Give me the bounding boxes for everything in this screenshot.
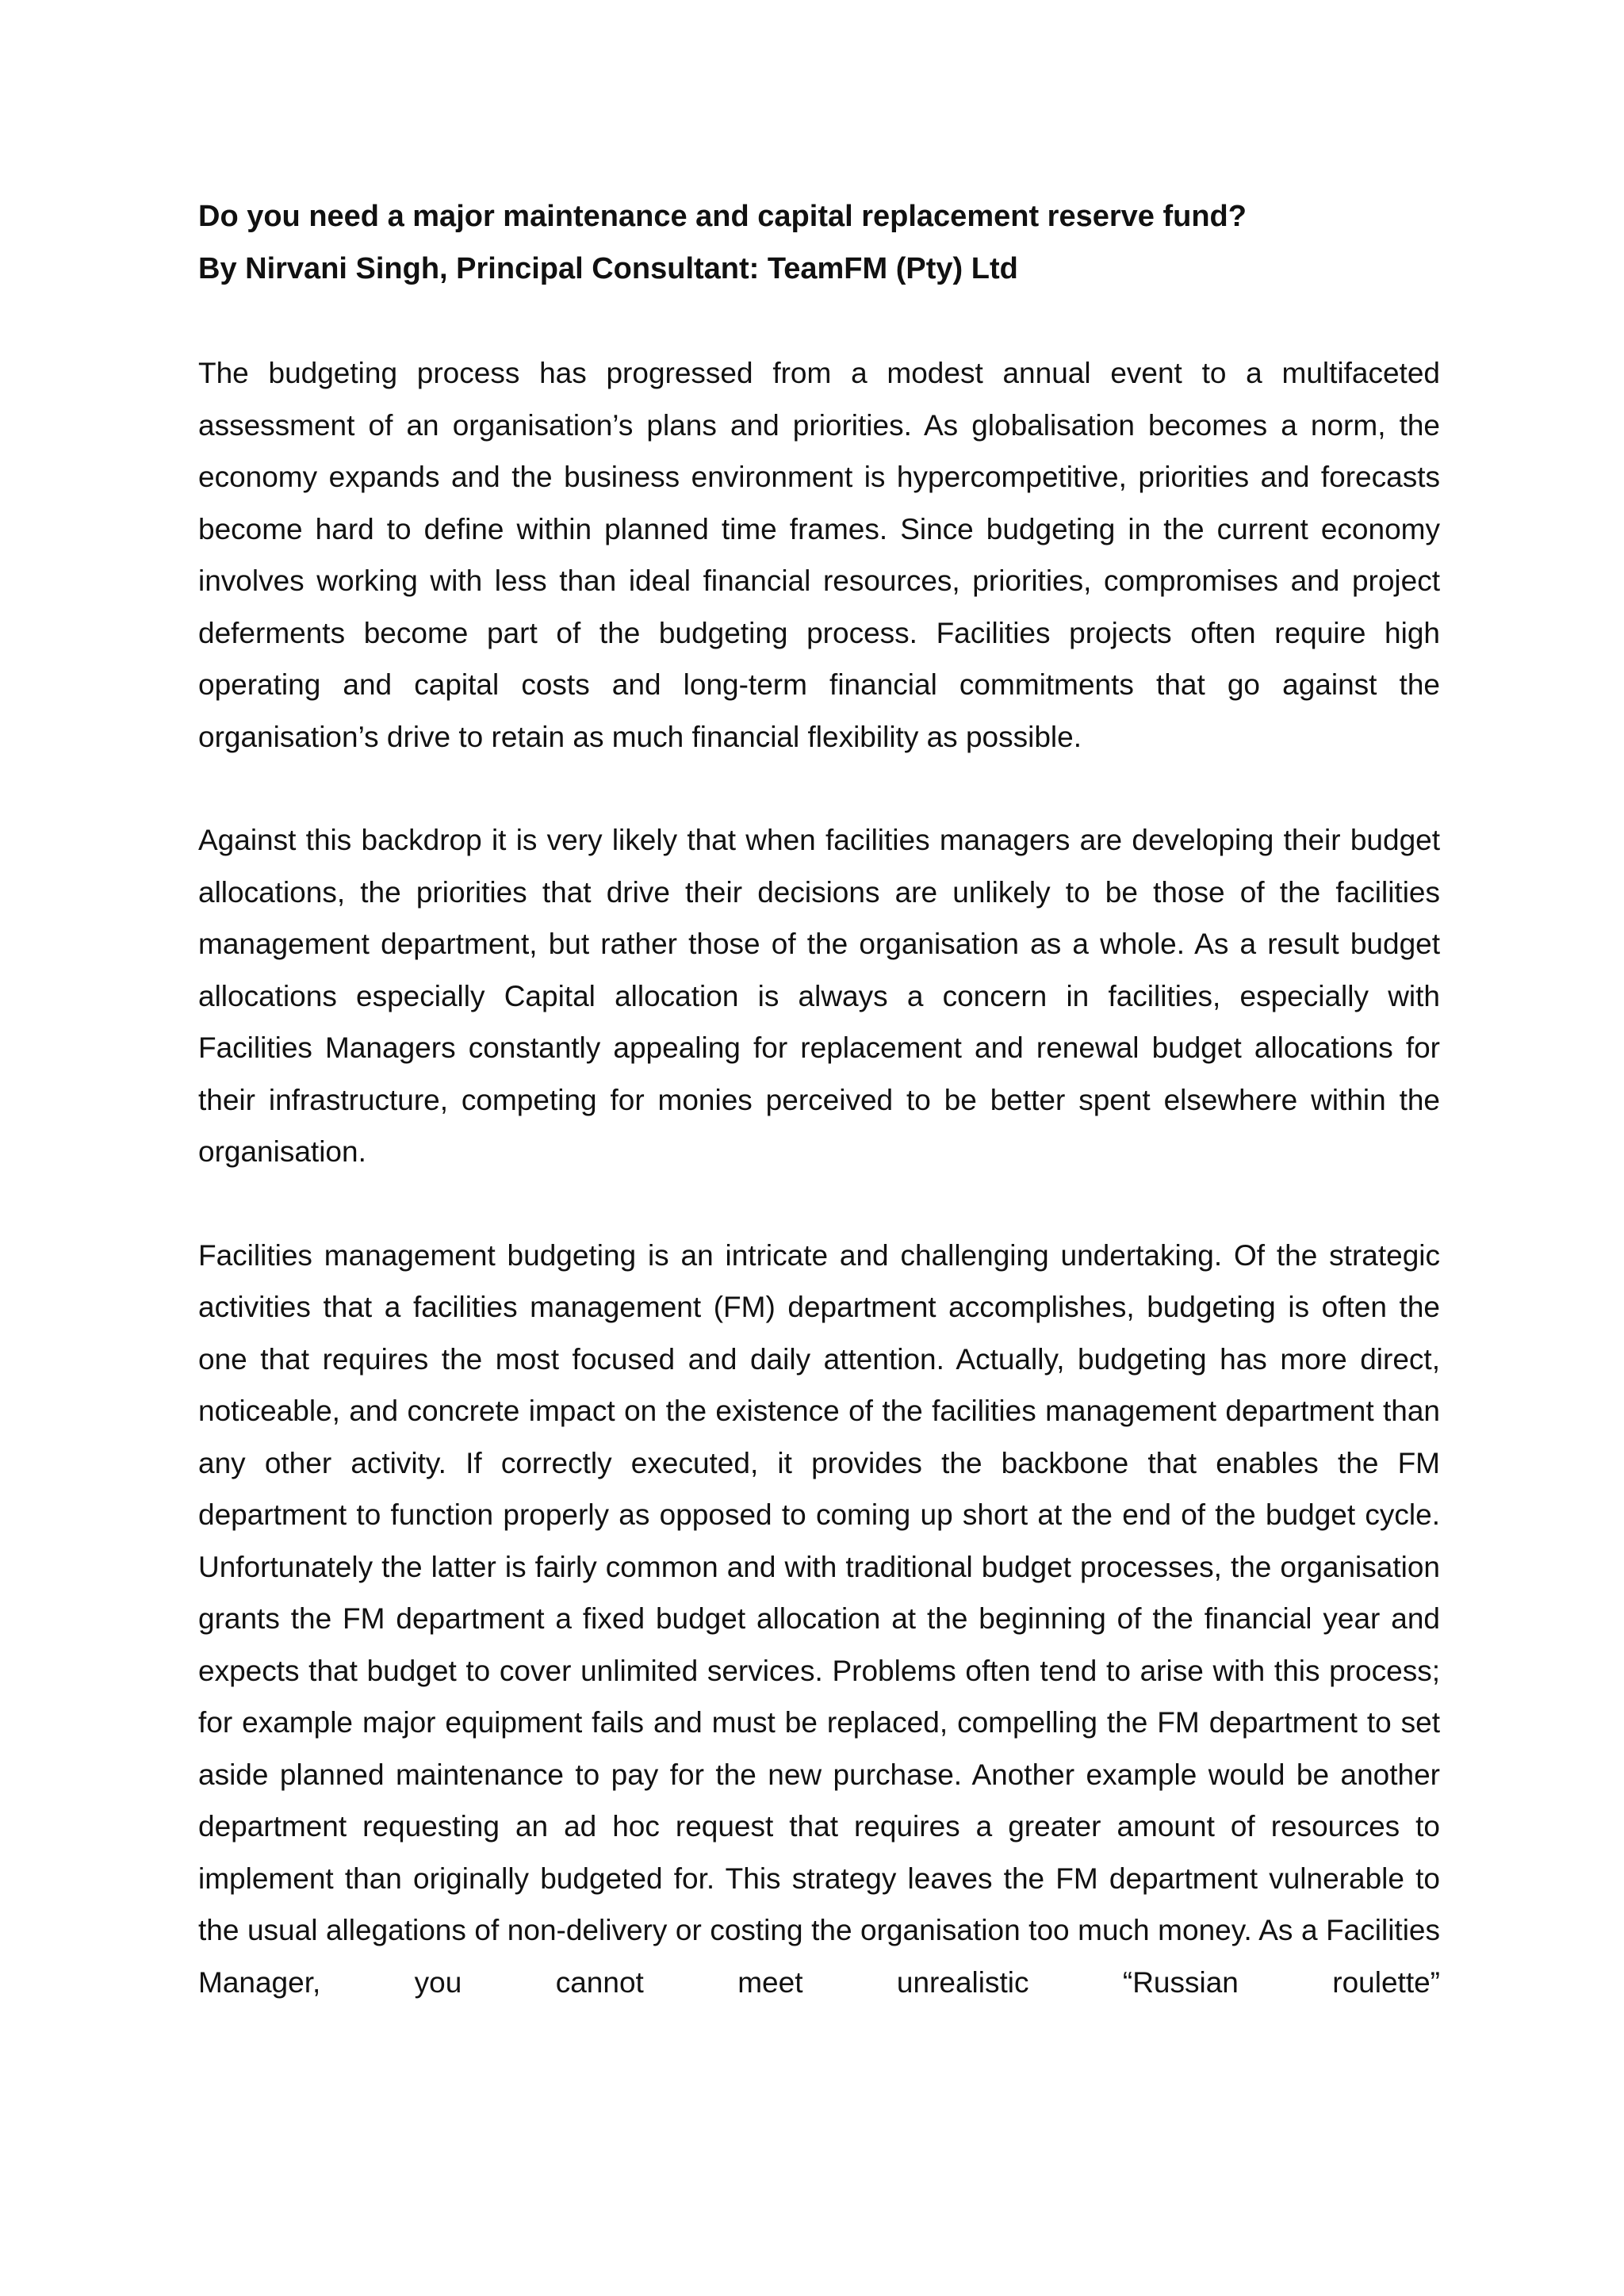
paragraph-1: The budgeting process has progressed from a modest annual event to a multifaceted assessment of an organisation’s plans and priorities. As globalisation becomes a norm, the economy expands and the business environment is hypercompetitive, priorities and forecasts become hard to define within planned time frames. Since budgeting in the current economy involves working with less than ideal financial resources, priorities, compromises and project deferments become part of the budgeting process. Facilities projects often require high operating and capital costs and long-term financial commitments that go against the organisation’s drive to retain as much financial flexibility as possible. [198,357,1440,753]
article-byline: By Nirvani Singh, Principal Consultant: TeamFM (Pty) Ltd [198,252,1018,285]
article-title: Do you need a major maintenance and capital replacement reserve fund? [198,200,1247,233]
paragraph-2: Against this backdrop it is very likely that when facilities managers are developing their budget allocations, the priorities that drive their decisions are unlikely to be those of the facilities management department, but rather those of the organisation as a whole. As a result budget allocations especially Capital allocation is always a concern in facilities, especially with Facilities Managers constantly appealing for replacement and renewal budget allocations for their infrastructure, competing for monies perceived to be better spent elsewhere within the organisation. [198,824,1440,1168]
paragraph-3: Facilities management budgeting is an intricate and challenging undertaking. Of the strategic activities that a facilities management (FM) department accomplishes, budgeting is often the one that requires the most focused and daily attention. Actually, budgeting has more direct, noticeable, and concrete impact on the existence of the facilities management department than any other activity. If correctly executed, it provides the backbone that enables the FM department to function properly as opposed to coming up short at the end of the budget cycle. Unfortunately the latter is fairly common and with traditional budget processes, the organisation grants the FM department a fixed budget allocation at the beginning of the financial year and expects that budget to cover unlimited services. Problems often tend to arise with this process; for example major equipment fails and must be replaced, compelling the FM department to set aside planned maintenance to pay for the new purchase. Another example would be another department requesting an ad hoc request that requires a greater amount of resources to implement than originally budgeted for. This strategy leaves the FM department vulnerable to the usual allegations of non-delivery or costing the organisation too much money. As a Facilities Manager, you cannot meet unrealistic “Russian roulette” [198,1238,1440,1999]
document-page [198,190,1440,2008]
